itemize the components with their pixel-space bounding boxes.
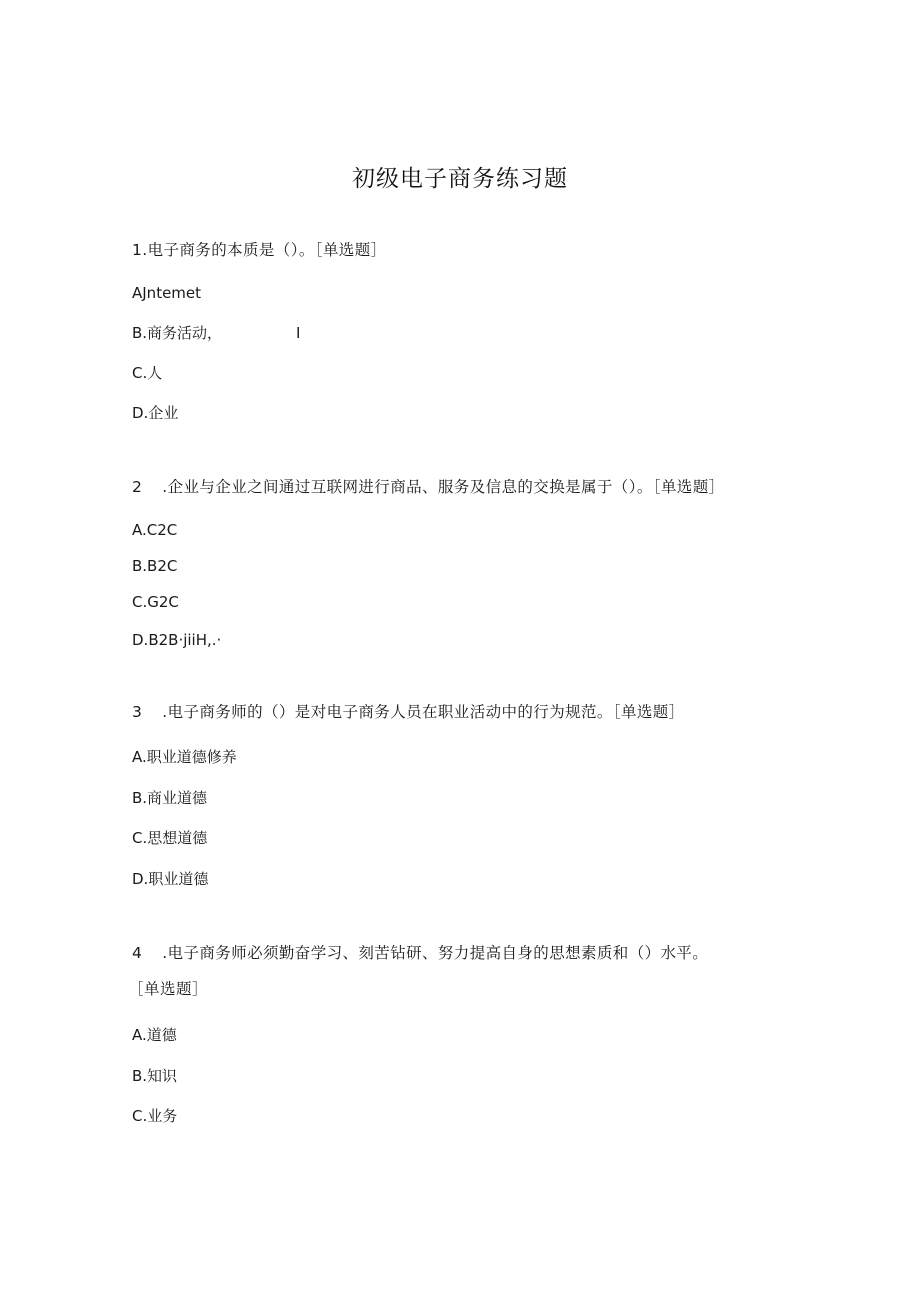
option-2d: D.B2B·jiiH,.· [132,631,222,649]
question-text: .企业与企业之间通过互联网进行商品、服务及信息的交换是属于（）。［单选题］ [162,478,725,496]
option-1a: AJntemet [132,284,202,302]
question-4 [132,943,708,963]
option-1d: D.企业 [132,404,179,422]
question-2 [132,477,725,497]
question-4-type-tag: ［单选题］ [128,980,209,998]
question-3 [132,702,685,722]
stray-mark: I [296,324,301,342]
question-1 [132,240,387,260]
option-2c: C.G2C [132,593,179,611]
option-4c: C.业务 [132,1107,178,1125]
option-3d: D.职业道德 [132,870,209,888]
question-number: 2 [132,478,143,496]
question-number: 3 [132,703,143,721]
option-4a: A.道德 [132,1026,177,1044]
option-3a: A.职业道德修养 [132,748,237,766]
question-number: 4 [132,944,143,962]
page-title: 初级电子商务练习题 [352,166,568,192]
option-1b: B.商务活动， [132,324,223,342]
option-4b: B.知识 [132,1067,178,1085]
option-3b: B.商业道德 [132,789,208,807]
question-text: .电子商务师必须勤奋学习、刻苦钻研、努力提高自身的思想素质和（）水平。 [162,944,709,962]
option-2a: A.C2C [132,521,178,539]
question-text: 电子商务的本质是（）。［单选题］ [147,241,387,259]
option-2b: B.B2C [132,557,178,575]
question-number: 1. [132,241,148,259]
question-text: .电子商务师的（）是对电子商务人员在职业活动中的行为规范。［单选题］ [162,703,685,721]
option-3c: C.思想道德 [132,829,208,847]
option-1c: C.人 [132,364,163,382]
